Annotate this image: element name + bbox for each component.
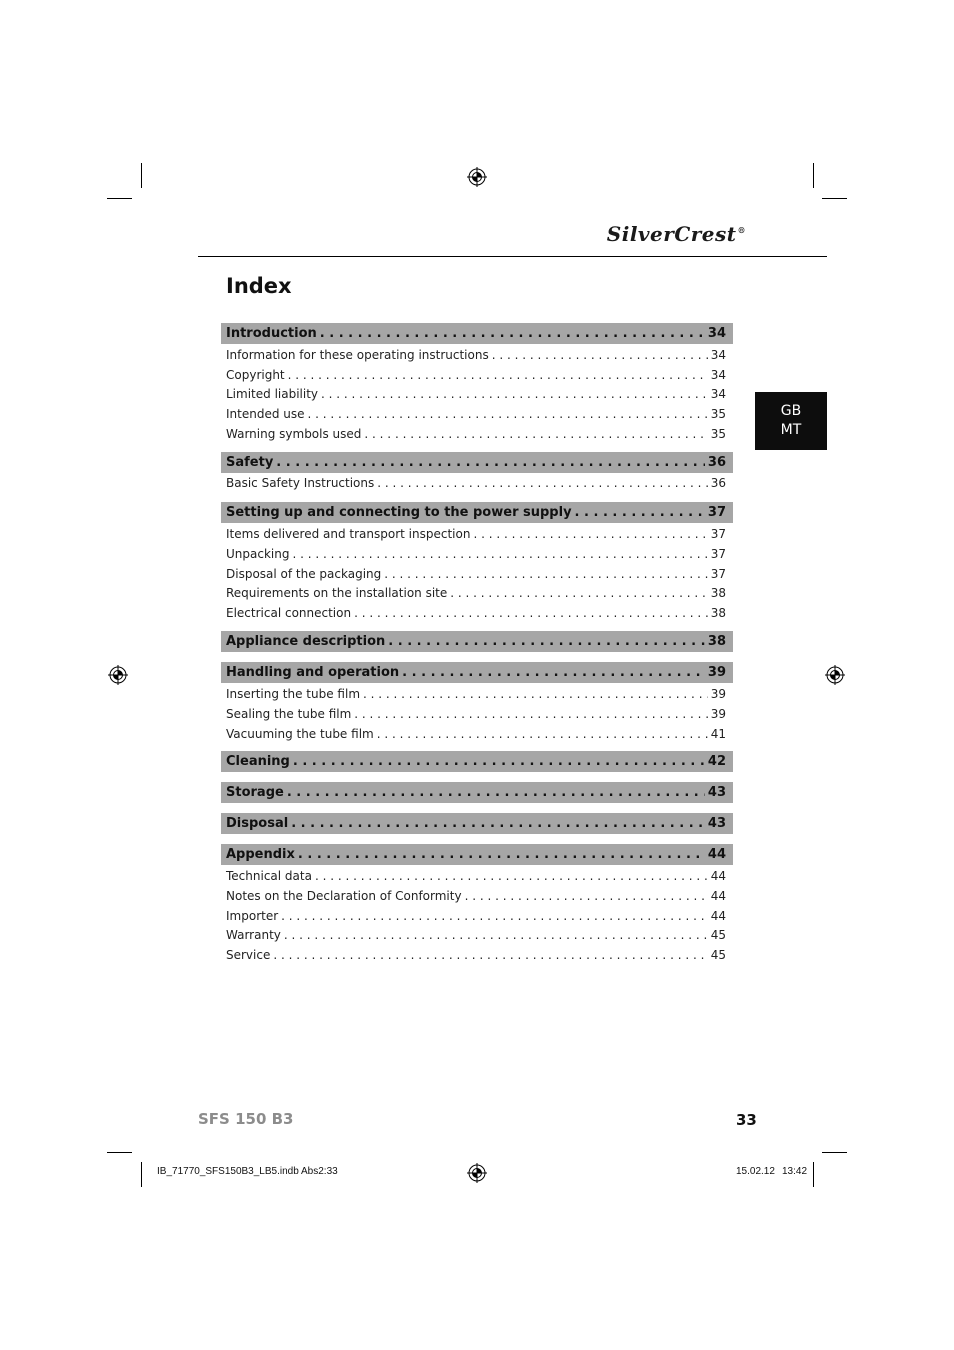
toc-leader-dots bbox=[354, 707, 707, 721]
toc-label: Intended use bbox=[226, 406, 305, 421]
toc-label: Introduction bbox=[226, 326, 317, 341]
toc-page-number: 43 bbox=[707, 816, 726, 831]
toc-leader-dots bbox=[377, 727, 708, 741]
toc-section bbox=[221, 631, 733, 652]
toc-leader-dots bbox=[293, 754, 705, 769]
toc-label: Electrical connection bbox=[226, 605, 352, 620]
toc-entry bbox=[221, 544, 733, 563]
toc-entry bbox=[221, 603, 733, 622]
crop-mark bbox=[813, 1162, 814, 1187]
toc-label: Requirements on the installation site bbox=[226, 585, 448, 600]
toc-entry bbox=[221, 345, 733, 364]
language-tab bbox=[755, 392, 827, 450]
toc-entry bbox=[221, 925, 733, 944]
model-number: SFS 150 B3 bbox=[198, 1110, 294, 1128]
toc-label: Appliance description bbox=[226, 634, 386, 649]
toc-label: Cleaning bbox=[226, 754, 290, 769]
toc-page-number: 45 bbox=[710, 927, 726, 942]
toc-page-number: 37 bbox=[710, 526, 726, 541]
toc-leader-dots bbox=[276, 455, 705, 470]
registration-mark-icon bbox=[467, 1163, 487, 1183]
print-slug-file: IB_71770_SFS150B3_LB5.indb Abs2:33 bbox=[157, 1166, 338, 1177]
toc-section bbox=[221, 844, 733, 865]
toc-label: Disposal bbox=[226, 816, 289, 831]
toc-entry bbox=[221, 404, 733, 423]
toc-entry bbox=[221, 866, 733, 885]
toc-leader-dots bbox=[402, 665, 705, 680]
toc-page-number: 34 bbox=[707, 326, 726, 341]
toc-page-number: 37 bbox=[707, 505, 726, 520]
toc-page-number: 37 bbox=[710, 546, 726, 561]
toc-leader-dots bbox=[315, 869, 708, 883]
toc-label: Vacuuming the tube film bbox=[226, 726, 374, 741]
toc-label: Service bbox=[226, 947, 271, 962]
toc-page-number: 45 bbox=[710, 947, 726, 962]
crop-mark bbox=[822, 1152, 847, 1153]
toc-label: Items delivered and transport inspection bbox=[226, 526, 471, 541]
crop-mark bbox=[107, 198, 132, 199]
crop-mark bbox=[822, 198, 847, 199]
toc-entry bbox=[221, 906, 733, 925]
crop-mark bbox=[141, 1162, 142, 1187]
toc-label: Warning symbols used bbox=[226, 426, 362, 441]
toc-leader-dots bbox=[308, 407, 708, 421]
toc-section bbox=[221, 452, 733, 473]
toc-entry bbox=[221, 473, 733, 492]
toc-page-number: 44 bbox=[710, 868, 726, 883]
registered-mark: ® bbox=[737, 225, 746, 236]
toc-page-number: 44 bbox=[707, 847, 726, 862]
toc-section bbox=[221, 502, 733, 523]
toc-page-number: 38 bbox=[710, 585, 726, 600]
toc-leader-dots bbox=[450, 586, 707, 600]
toc-leader-dots bbox=[388, 634, 705, 649]
brand-name: SilverCrest bbox=[606, 222, 737, 246]
toc-label: Limited liability bbox=[226, 386, 319, 401]
toc-leader-dots bbox=[320, 326, 705, 341]
print-slug-time: 13:42 bbox=[782, 1166, 808, 1177]
toc-entry bbox=[221, 886, 733, 905]
toc-label: Copyright bbox=[226, 367, 285, 382]
toc-label: Safety bbox=[226, 455, 274, 470]
toc-label: Importer bbox=[226, 908, 279, 923]
toc-leader-dots bbox=[384, 567, 707, 581]
header-rule bbox=[198, 256, 827, 257]
toc-leader-dots bbox=[492, 348, 708, 362]
toc-label: Technical data bbox=[226, 868, 312, 883]
crop-mark bbox=[813, 163, 814, 188]
toc-label: Information for these operating instructions bbox=[226, 347, 489, 362]
toc-page-number: 39 bbox=[710, 706, 726, 721]
page-number: 33 bbox=[736, 1111, 757, 1129]
toc-label: Storage bbox=[226, 785, 284, 800]
toc-entry bbox=[221, 384, 733, 403]
toc-page-number: 38 bbox=[710, 605, 726, 620]
toc-label: Sealing the tube film bbox=[226, 706, 352, 721]
toc-section bbox=[221, 782, 733, 803]
toc-entry bbox=[221, 704, 733, 723]
toc-leader-dots bbox=[287, 785, 705, 800]
crop-mark bbox=[107, 1152, 132, 1153]
toc-page-number: 44 bbox=[710, 908, 726, 923]
brand-logo bbox=[607, 222, 746, 246]
toc-section bbox=[221, 813, 733, 834]
toc-page-number: 44 bbox=[710, 888, 726, 903]
toc-entry bbox=[221, 524, 733, 543]
toc-label: Handling and operation bbox=[226, 665, 400, 680]
registration-mark-icon bbox=[467, 167, 487, 187]
toc-leader-dots bbox=[321, 387, 708, 401]
toc-page-number: 39 bbox=[707, 665, 726, 680]
toc-leader-dots bbox=[465, 889, 708, 903]
toc-label: Disposal of the packaging bbox=[226, 566, 382, 581]
toc-label: Setting up and connecting to the power supply bbox=[226, 505, 572, 520]
toc-section bbox=[221, 323, 733, 344]
toc-page-number: 36 bbox=[707, 455, 726, 470]
toc-section bbox=[221, 751, 733, 772]
toc-label: Warranty bbox=[226, 927, 281, 942]
toc-label: Unpacking bbox=[226, 546, 290, 561]
toc-page-number: 34 bbox=[710, 367, 726, 382]
toc-page-number: 39 bbox=[710, 686, 726, 701]
toc-page-number: 34 bbox=[710, 347, 726, 362]
toc-label: Inserting the tube film bbox=[226, 686, 361, 701]
toc-leader-dots bbox=[363, 687, 708, 701]
toc-page-number: 36 bbox=[710, 475, 726, 490]
toc-entry bbox=[221, 684, 733, 703]
toc-leader-dots bbox=[292, 547, 707, 561]
page-title: Index bbox=[226, 274, 292, 298]
registration-mark-icon bbox=[108, 665, 128, 685]
toc-page-number: 41 bbox=[710, 726, 726, 741]
toc-leader-dots bbox=[291, 816, 705, 831]
toc-leader-dots bbox=[288, 368, 708, 382]
toc-label: Basic Safety Instructions bbox=[226, 475, 375, 490]
registration-mark-icon bbox=[825, 665, 845, 685]
toc-page-number: 42 bbox=[707, 754, 726, 769]
toc-page-number: 35 bbox=[710, 426, 726, 441]
toc-entry bbox=[221, 724, 733, 743]
toc-page-number: 43 bbox=[707, 785, 726, 800]
toc-label: Notes on the Declaration of Conformity bbox=[226, 888, 462, 903]
toc-leader-dots bbox=[377, 476, 707, 490]
toc-page-number: 37 bbox=[710, 566, 726, 581]
toc-entry bbox=[221, 945, 733, 964]
toc-leader-dots bbox=[575, 505, 705, 520]
toc-entry bbox=[221, 583, 733, 602]
toc-label: Appendix bbox=[226, 847, 295, 862]
language-code: MT bbox=[780, 422, 802, 438]
toc-leader-dots bbox=[281, 909, 708, 923]
toc-entry bbox=[221, 365, 733, 384]
toc-leader-dots bbox=[354, 606, 708, 620]
toc-page-number: 35 bbox=[710, 406, 726, 421]
toc-leader-dots bbox=[298, 847, 705, 862]
toc-section bbox=[221, 662, 733, 683]
language-code: GB bbox=[780, 403, 802, 419]
toc-leader-dots bbox=[473, 527, 707, 541]
toc-entry bbox=[221, 564, 733, 583]
crop-mark bbox=[141, 163, 142, 188]
toc-page-number: 34 bbox=[710, 386, 726, 401]
toc-leader-dots bbox=[364, 427, 707, 441]
print-slug-date: 15.02.12 bbox=[736, 1166, 775, 1177]
toc-entry bbox=[221, 424, 733, 443]
toc-leader-dots bbox=[273, 948, 707, 962]
toc-leader-dots bbox=[284, 928, 708, 942]
toc-page-number: 38 bbox=[707, 634, 726, 649]
